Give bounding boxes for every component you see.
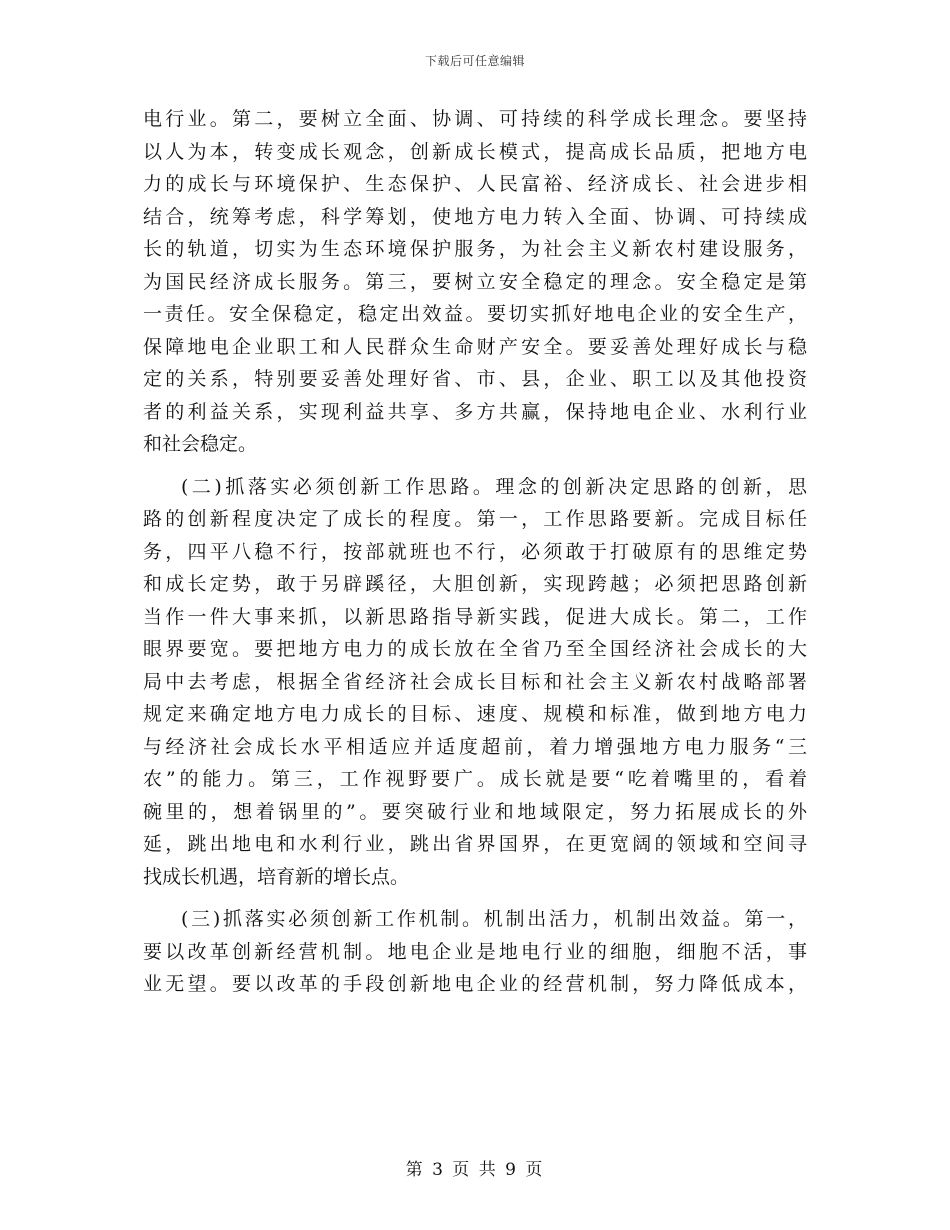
text-line: 局中去考虑，根据全省经济社会成长目标和社会主义新农村战略部署 bbox=[143, 670, 807, 693]
text-line: (二)抓落实必须创新工作思路。理念的创新决定思路的创新，思 bbox=[181, 475, 807, 498]
page-header-note: 下载后可任意编辑 bbox=[424, 54, 525, 68]
text-line: 者的利益关系，实现利益共享、多方共赢，保持地电企业、水利行业 bbox=[143, 400, 807, 423]
text-line: 电行业。第二，要树立全面、协调、可持续的科学成长理念。要坚持 bbox=[143, 108, 807, 130]
text-line: 和社会稳定。 bbox=[143, 433, 258, 455]
text-line: 眼界要宽。要把地方电力的成长放在全省乃至全国经济社会成长的大 bbox=[143, 638, 807, 660]
text-line: 农”的能力。第三，工作视野要广。成长就是要“吃着嘴里的，看着 bbox=[143, 768, 807, 790]
text-line: 碗里的，想着锅里的”。要突破行业和地域限定，努力拓展成长的外 bbox=[143, 800, 807, 823]
text-line: 路的创新程度决定了成长的程度。第一，工作思路要新。完成目标任 bbox=[143, 508, 807, 530]
paragraph bbox=[143, 903, 807, 1001]
text-line: 长的轨道，切实为生态环境保护服务，为社会主义新农村建设服务， bbox=[143, 238, 807, 260]
text-line: 务，四平八稳不行，按部就班也不行，必须敢于打破原有的思维定势 bbox=[143, 540, 807, 563]
text-line: 规定来确定地方电力成长的目标、速度、规模和标准，做到地方电力 bbox=[143, 703, 807, 725]
text-line: 保障地电企业职工和人民群众生命财产安全。要妥善处理好成长与稳 bbox=[143, 335, 807, 358]
text-line: 为国民经济成长服务。第三，要树立安全稳定的理念。安全稳定是第 bbox=[143, 270, 807, 293]
paragraph bbox=[143, 471, 807, 894]
document-body bbox=[143, 103, 807, 1001]
text-line: (三)抓落实必须创新工作机制。机制出活力，机制出效益。第一， bbox=[181, 908, 807, 930]
text-line: 和成长定势，敢于另辟蹊径，大胆创新，实现跨越；必须把思路创新 bbox=[143, 573, 807, 595]
text-line: 力的成长与环境保护、生态保护、人民富裕、经济成长、社会进步相 bbox=[143, 173, 807, 195]
text-line: 当作一件大事来抓，以新思路指导新实践，促进大成长。第二，工作 bbox=[143, 605, 807, 628]
text-line: 以人为本，转变成长观念，创新成长模式，提高成长品质，把地方电 bbox=[143, 140, 807, 163]
text-line: 延，跳出地电和水利行业，跳出省界国界，在更宽阔的领域和空间寻 bbox=[143, 833, 807, 855]
text-line: 定的关系，特别要妥善处理好省、市、县，企业、职工以及其他投资 bbox=[143, 368, 807, 390]
text-line: 与经济社会成长水平相适应并适度超前，着力增强地方电力服务“三 bbox=[143, 735, 807, 758]
text-line: 结合，统筹考虑，科学筹划，使地方电力转入全面、协调、可持续成 bbox=[143, 205, 807, 228]
text-line: 要以改革创新经营机制。地电企业是地电行业的细胞，细胞不活，事 bbox=[143, 940, 807, 963]
text-line: 业无望。要以改革的手段创新地电企业的经营机制，努力降低成本， bbox=[143, 973, 807, 995]
paragraph bbox=[143, 103, 807, 461]
text-line: 一责任。安全保稳定，稳定出效益。要切实抓好地电企业的安全生产， bbox=[143, 303, 807, 325]
text-line: 找成长机遇，培育新的增长点。 bbox=[143, 865, 410, 888]
page-number-footer: 第 3 页 共 9 页 bbox=[405, 1160, 545, 1180]
